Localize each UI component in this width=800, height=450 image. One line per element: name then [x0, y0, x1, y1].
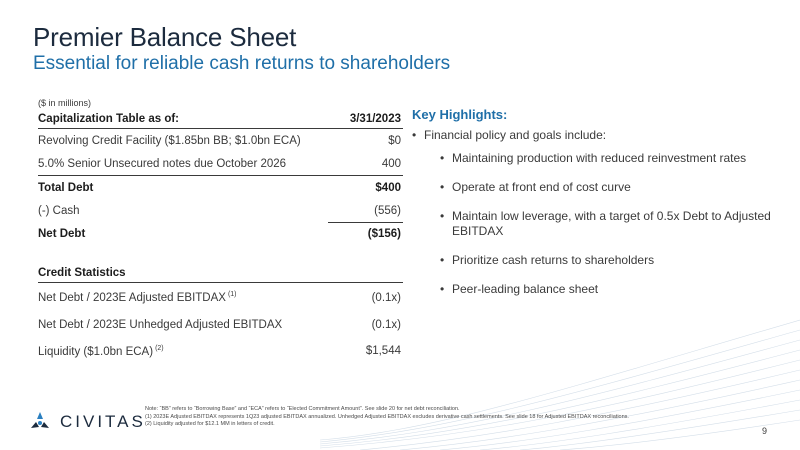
footnote: (2) Liquidity adjusted for $12.1 MM in letters of credit.	[145, 421, 275, 427]
net-debt-row	[38, 222, 403, 245]
header-date: 3/31/2023	[349, 113, 401, 125]
footnote: (1) 2023E Adjusted EBITDAX represents 1Q23 adjusted EBITDAX annualized. Unhedged Adjusted EBITDAX excludes derivative cash settlements. See slide 18 for Adjusted EBITDAX reconciliations.	[145, 413, 629, 420]
footnotes	[145, 406, 705, 429]
capitalization-table	[38, 110, 403, 245]
table-row	[38, 152, 403, 175]
page-title: Premier Balance Sheet	[33, 22, 297, 52]
header-label: Capitalization Table as of:	[38, 113, 179, 125]
list-item: • Maintaining production with reduced reinvestment rates	[440, 151, 792, 166]
table-row	[38, 199, 403, 222]
row-label: Net Debt	[38, 227, 86, 240]
row-value: (0.1x)	[371, 319, 401, 331]
row-value: $1,544	[365, 345, 401, 357]
row-label: Net Debt / 2023E Unhedged Adjusted EBITDAX	[38, 319, 283, 331]
row-value: $0	[388, 134, 401, 147]
table-row	[38, 129, 403, 152]
row-value: 400	[381, 157, 401, 170]
row-label: Liquidity ($1.0bn ECA) $^{(2)}$	[38, 344, 164, 358]
row-label: Net Debt / 2023E Adjusted EBITDAX $^{(1)}$	[38, 291, 237, 304]
row-value: (0.1x)	[371, 291, 401, 304]
list-item: • Operate at front end of cost curve	[440, 180, 792, 195]
header-label: Credit Statistics	[38, 267, 126, 279]
footnote-ref: (2)	[155, 344, 164, 352]
logo-text: CIVITAS	[60, 412, 146, 431]
footnote: Note: “BB” refers to “Borrowing Base” and “ECA” refers to “Elected Commitment Amount”. See slide 20 for net debt reconciliation.	[145, 406, 460, 412]
row-label: Total Debt	[38, 181, 94, 194]
civitas-logo	[28, 410, 146, 434]
page-number: 9	[762, 426, 768, 436]
page-subtitle: Essential for reliable cash returns to shareholders	[33, 53, 451, 74]
logo-mark-icon	[28, 410, 52, 434]
units-note: ($ in millions)	[38, 98, 92, 108]
row-label: (-) Cash	[38, 204, 80, 217]
total-debt-row	[38, 175, 403, 199]
list-item: • Prioritize cash returns to shareholders	[440, 253, 792, 268]
footnote-ref: (1)	[227, 291, 237, 299]
table-header	[38, 110, 403, 129]
row-label: Revolving Credit Facility ($1.85bn BB; $1.0bn ECA)	[38, 134, 301, 147]
list-item: • Maintain low leverage, with a target of 0.5x Debt to Adjusted EBITDAX	[440, 209, 792, 239]
row-value: (556)	[374, 204, 401, 217]
row-value: $400	[375, 181, 401, 194]
row-label: 5.0% Senior Unsecured notes due October 2026	[38, 157, 287, 170]
key-highlights-title: Key Highlights:	[412, 107, 508, 122]
list-item: • Peer-leading balance sheet	[440, 282, 792, 297]
row-value: ($156)	[367, 227, 401, 240]
highlights-lead: • Financial policy and goals include:	[412, 128, 792, 142]
